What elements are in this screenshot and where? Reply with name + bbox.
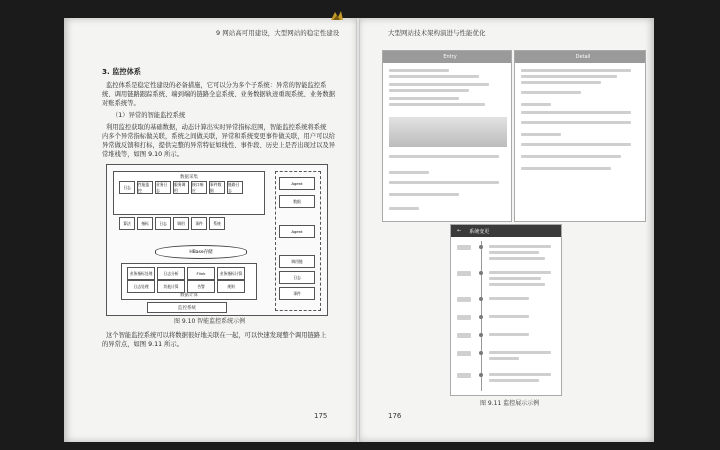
blurred-line [489,315,529,318]
figure-chip: 接口响应 [191,181,207,194]
page-number-right: 176 [388,412,402,420]
figure-chip: 业务指标处理 [127,267,155,280]
blurred-line [489,333,529,336]
figure-chip: 调用 [173,217,189,230]
blurred-line [489,283,545,286]
page-number-left: 175 [314,412,328,420]
paragraph-line: 异常做反馈和打标，提供完整的异常特征如线性、事件段、历史上是否出现过以及异 [102,142,335,149]
paragraph-line: 这个智能监控系统可以将数据很好地关联在一起，可以快速发现整个调用链路上 [106,332,327,339]
blurred-line [521,143,631,146]
figure-caption-9-11: 图 9.11 监控展示示例 [480,400,540,407]
left-page [64,18,356,442]
figure-chip: 事件 [191,217,207,230]
blurred-line [521,111,631,114]
figure-chip: Agent [279,177,315,190]
running-head-left: 9 网站高可用建设，大型网站的稳定性建设 [216,29,340,37]
blurred-line [489,271,551,274]
blurred-line [489,277,541,280]
blurred-line [521,81,601,84]
data-collection-label: 数据采集 [180,175,198,180]
figure-chip: 调用链 [279,255,315,268]
blurred-line [389,171,429,174]
blurred-line [521,91,581,94]
blurred-line [389,89,469,92]
timeline-dot [479,373,483,377]
figure-monitoring-architecture [106,164,328,316]
screenshot-timeline-header [451,225,561,237]
timeline-date-badge [457,351,471,356]
figure-chip: 日志 [279,271,315,284]
figure-chip: 事件 [279,287,315,300]
figure-chip: 链路日志 [227,181,243,194]
blurred-line [521,69,631,72]
blurred-line [389,181,499,184]
figure-chip: 数据 [279,195,315,208]
figure-chip: 业务指标计算 [217,267,245,280]
hbase-storage: HBase存储 [155,245,247,259]
blurred-line [389,83,489,86]
figure-chip: 日志 [119,181,135,194]
blurred-line [521,167,611,170]
blurred-line [521,103,551,106]
timeline-dot [479,333,483,337]
blurred-line [521,133,561,136]
blurred-line [489,357,519,360]
figure-chip: 其他计算 [157,280,185,293]
screenshot-timeline-title: 系统变更 [469,228,490,235]
blurred-line [389,155,499,158]
timeline-date-badge [457,245,471,250]
timeline-date-badge [457,297,471,302]
figure-chip: 系统 [209,217,225,230]
figure-chip: 性能监控 [137,181,153,194]
back-arrow-icon[interactable]: ← [457,228,462,234]
figure-chip: 服务调用 [173,181,189,194]
blurred-line [521,121,631,124]
blurred-line [489,245,551,248]
screenshot-entry [382,50,512,222]
publisher-logo [329,10,345,22]
timeline-date-badge [457,333,471,338]
blurred-line [489,257,545,260]
timeline-date-badge [457,315,471,320]
screenshot-detail [514,50,646,222]
blurred-line [389,97,459,100]
timeline-dot [479,245,483,249]
timeline-date-badge [457,373,471,378]
section-title: 3. 监控体系 [102,67,141,76]
figure-chip: 日志分析 [157,267,185,280]
timeline-dot [479,351,483,355]
paragraph-line: 常堆栈等，如图 9.10 所示。 [102,151,183,158]
paragraph-line: 对账系统等。 [102,100,140,107]
figure-chip: 业务日志 [155,181,171,194]
subsection-title: （1）异常的智能监控系统 [112,112,186,119]
data-compute-label: 数据计算 [180,293,198,298]
figure-chip: Flink [187,267,215,280]
blurred-line [489,379,539,382]
paragraph-line: 内多个异常指标做关联，系统之间做关联，异常和系统变更事件做关联，用户可以给 [102,133,335,140]
blurred-line [521,155,621,158]
blurred-line [521,75,617,78]
screenshot-timeline [450,224,562,396]
figure-caption-9-10: 图 9.10 智能监控系统示例 [174,318,246,325]
blurred-line [389,207,419,210]
right-page [360,18,654,442]
blurred-line [489,373,551,376]
blurred-line [489,297,529,300]
paragraph-line: 的异常点，如图 9.11 所示。 [102,341,183,348]
screenshot-detail-title: Detail [575,54,591,60]
blurred-line [389,75,479,78]
metric-chart [389,117,507,147]
running-head-right: 大型网站技术架构演进与性能优化 [388,29,486,37]
figure-chip: 日志 [155,217,171,230]
figure-chip: 算法 [119,217,135,230]
timeline-dot [479,315,483,319]
screenshot-entry-title: Entry [443,54,457,60]
blurred-line [489,251,539,254]
paragraph-line: 利用监控获取的基础数据，动态计算出实时异常指标范围，智能监控系统将系统 [106,124,327,131]
figure-chip: 日志处理 [127,280,155,293]
monitoring-system-box: 监控系统 [147,302,227,313]
blurred-line [389,69,449,72]
timeline-date-badge [457,271,471,276]
screenshot-detail-header [515,51,645,63]
blurred-line [489,351,551,354]
figure-chip: 规则 [217,280,245,293]
screenshot-entry-header [383,51,511,63]
figure-chip: Agent [279,225,315,238]
timeline-dot [479,297,483,301]
figure-chip: 指标 [137,217,153,230]
blurred-line [389,103,485,106]
timeline-dot [479,271,483,275]
paragraph-line: 监控体系是稳定性建设的必备措施，它可以分为多个子系统：异常的智能监控系 [106,82,327,89]
figure-chip: 告警 [187,280,215,293]
paragraph-line: 统、调用链路跟踪系统、端到端的链路全息系统、业务数据轨迹重现系统、业务数据 [102,91,335,98]
blurred-line [389,193,459,196]
figure-chip: 事件数据 [209,181,225,194]
